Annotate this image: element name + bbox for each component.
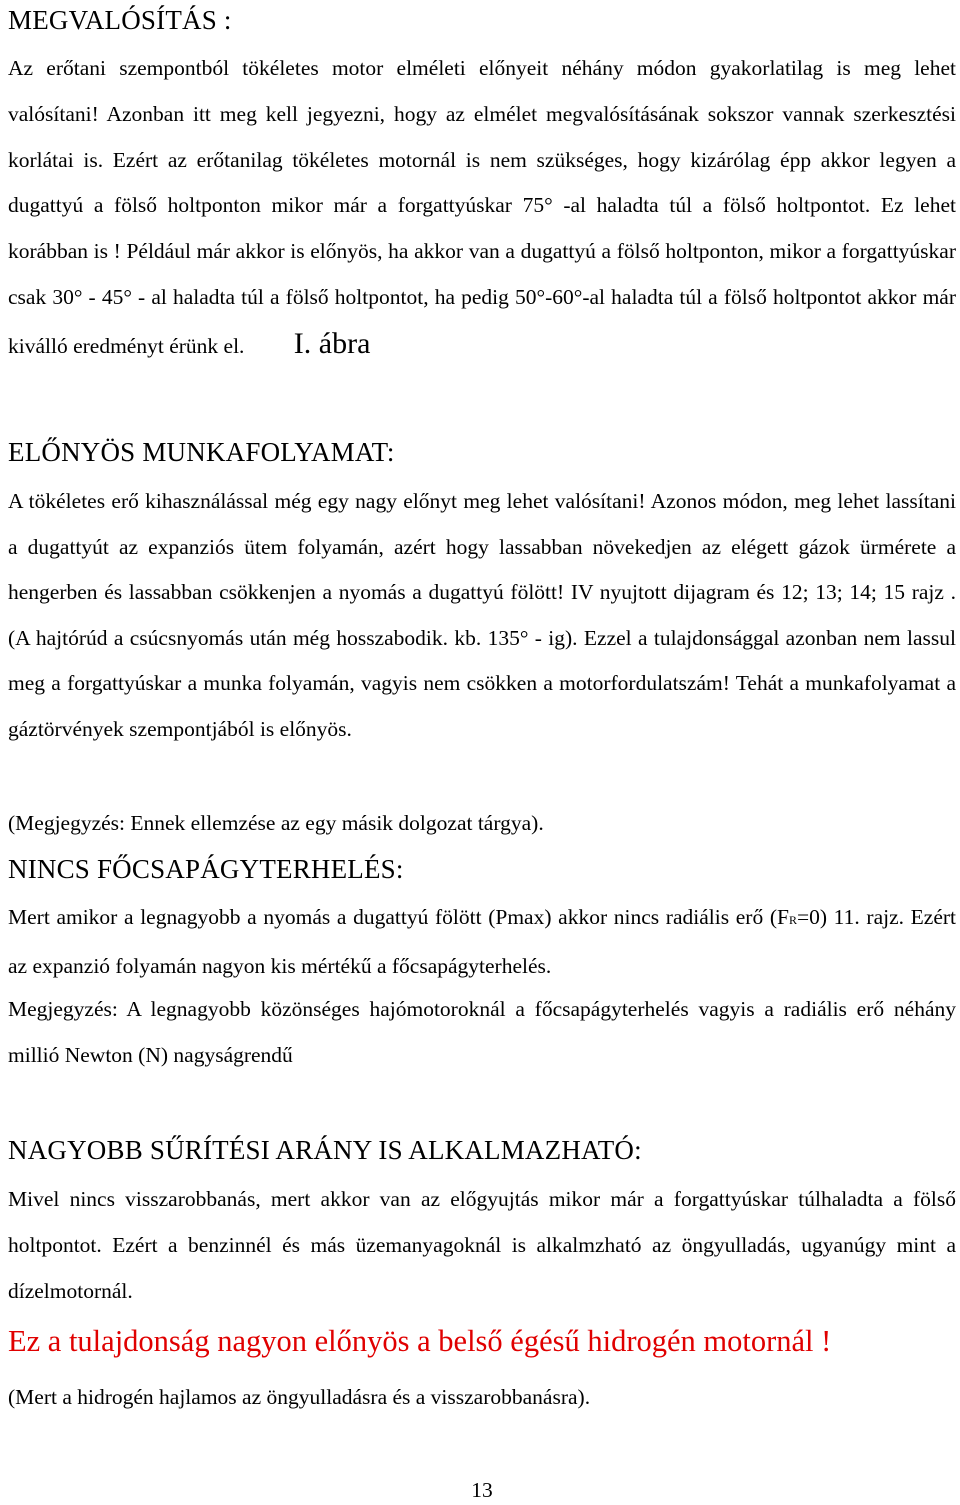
paragraph-focsapagy-text-before: Mert amikor a legnagyobb a nyomás a dugattyú fölött (Pmax) akkor nincs radiális erő (F <box>8 905 789 929</box>
note-megjegyzes-2: Megjegyzés: A legnagyobb közönséges hajómotoroknál a főcsapágyterhelés vagyis a radiális erő néhány millió Newton (N) nagyságrendű <box>8 997 956 1067</box>
paragraph-elonyos-munkafolyamat: A tökéletes erő kihasználással még egy nagy előnyt meg lehet valósítani! Azonos módon, meg lehet lassítani a dugattyút az expanziós ütem folyamán, azért hogy lassabban növekedjen az elégett gázok ürmérete a hengerben és lassabban csökkenjen a nyomás a dugattyú fölött! IV nyujtott dijagram és 12; 13; 14; 15 rajz . (A hajtórúd a csúcsnyomás után még hosszabodik. kb. 135° - ig). Ezzel a tulajdonsággal azonban nem lassul meg a forgattyúskar a munka folyamán, vagyis nem csökken a motorfordulatszám! Tehát a munkafolyamat a gáztörvények szempontjából is előnyös. <box>8 489 956 741</box>
paragraph-focsapagy-text-after: =0) 11. rajz. Ezért az expanzió folyamán nagyon kis mértékű a főcsapágyterhelés. <box>8 905 957 978</box>
heading-elonyos-munkafolyamat: ELŐNYÖS MUNKAFOLYAMAT: <box>8 437 395 467</box>
heading-megvalositas: MEGVALÓSÍTÁS : <box>8 5 232 35</box>
paragraph-nagyobb-suritesi-arany: Mivel nincs visszarobbanás, mert akkor van az előgyujtás mikor már a forgattyúskar túlhaladta a fölső holtpontot. Ezért a benzinnél és más üzemanyagoknál is alkalmzható az öngyulladás, ugyanúgy mint a dízelmotornál. <box>8 1187 956 1303</box>
page-number: 13 <box>471 1478 493 1502</box>
paragraph-nincs-focsapagyterheles <box>8 895 956 990</box>
figure-reference: I. ábra <box>293 326 371 360</box>
paragraph-megvalositas <box>8 46 956 370</box>
subscript-r: R <box>788 913 797 927</box>
paragraph-megvalositas-text: Az erőtani szempontból tökéletes motor elméleti előnyeit néhány módon gyakorlatilag is meg lehet valósítani! Azonban itt meg kell jegyezni, hogy az elmélet megvalósításának sokszor vannak szerkesztési korlátai is. Ezért az erőtanilag tökéletes motornál is nem szükséges, hogy kizárólag épp akkor legyen a dugattyú a fölső holtponton mikor már a forgattyúskar 75° -al haladta túl a fölső holtpontot. Ez lehet korábban is ! Például már akkor is előnyös, ha akkor van a dugattyú a fölső holtponton, mikor a forgattyúskar csak 30° - 45° - al haladta túl a fölső holtpontot, ha pedig 50°-60°-al haladta túl a fölső holtpontot akkor már kiválló eredményt érünk el. <box>8 56 956 358</box>
highlight-hidrogen-motor: Ez a tulajdonság nagyon előnyös a belső égésű hidrogén motornál ! <box>8 1324 832 1358</box>
note-hidrogen: (Mert a hidrogén hajlamos az öngyulladásra és a visszarobbanásra). <box>8 1385 591 1409</box>
note-megjegyzes-1: (Megjegyzés: Ennek ellemzése az egy másik dolgozat tárgya). <box>8 811 544 835</box>
heading-nagyobb-suritesi-arany: NAGYOBB SŰRÍTÉSI ARÁNY IS ALKALMAZHATÓ: <box>8 1135 642 1165</box>
heading-nincs-focsapagyterheles: NINCS FŐCSAPÁGYTERHELÉS: <box>8 854 404 884</box>
